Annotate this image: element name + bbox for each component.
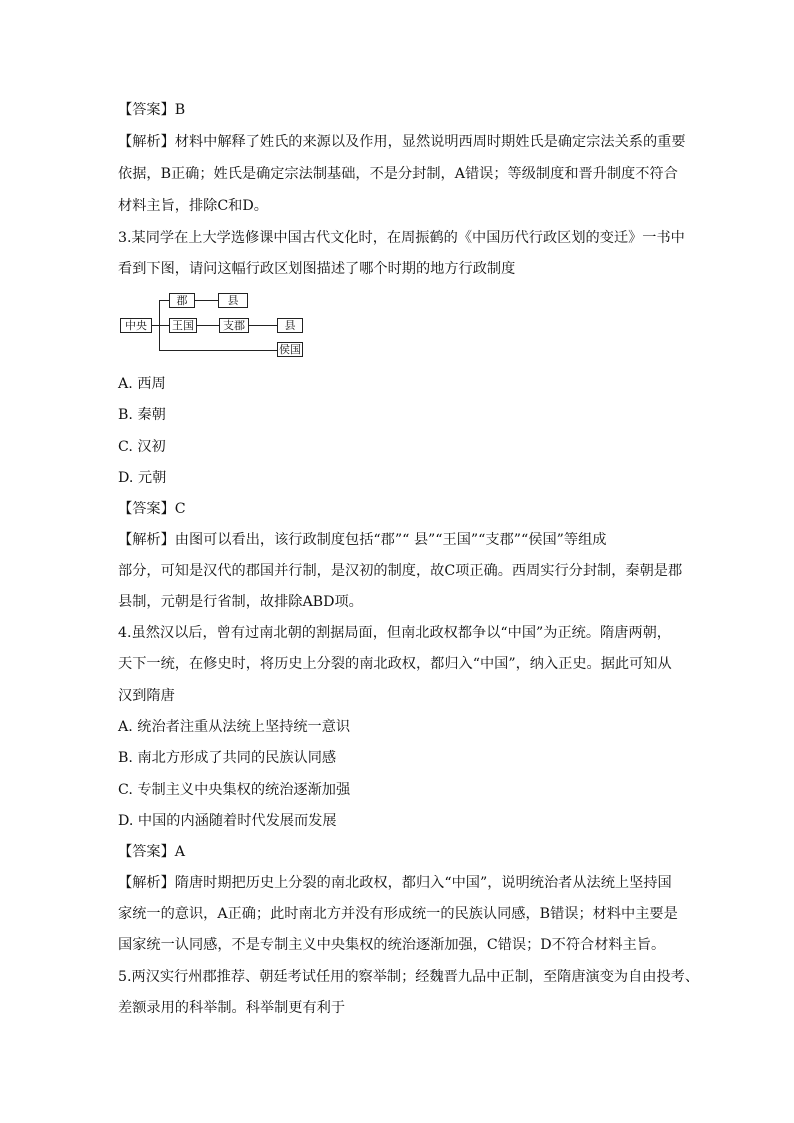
diagram-box-central: 中央 [120, 318, 152, 333]
option-a: A. 西周 [118, 376, 166, 392]
analysis-text: 县制，元朝是行省制，故排除ABD项。 [118, 594, 363, 610]
analysis-text: 【解析】隋唐时期把历史上分裂的南北政权，都归入“中国”，说明统治者从法统上坚持国 [118, 875, 672, 891]
diagram-box-xian-top: 县 [218, 293, 248, 308]
question-text: 5.两汉实行州郡推荐、朝廷考试任用的察举制；经魏晋九品中正制，至隋唐演变为自由投考、 [118, 969, 700, 985]
diagram-connector [196, 325, 219, 326]
diagram-connector [159, 350, 277, 351]
administrative-diagram [118, 290, 318, 360]
analysis-text: 【解析】材料中解释了姓氏的来源以及作用，显然说明西周时期姓氏是确定宗法关系的重要 [118, 134, 686, 150]
answer-label: 【答案】A [118, 844, 185, 860]
analysis-text: 依据，B正确；姓氏是确定宗法制基础，不是分封制，A错误；等级制度和晋升制度不符合 [118, 166, 678, 182]
option-c: C. 专制主义中央集权的统治逐渐加强 [118, 782, 351, 798]
diagram-box-zhijun: 支郡 [219, 318, 249, 333]
analysis-text: 【解析】由图可以看出，该行政制度包括“郡”“ 县”“王国”“支郡”“侯国”等组成 [118, 532, 607, 548]
option-d: D. 中国的内涵随着时代发展而发展 [118, 813, 337, 829]
question-text: 看到下图，请问这幅行政区划图描述了哪个时期的地方行政制度 [118, 261, 516, 277]
analysis-text: 家统一的意识，A正确；此时南北方并没有形成统一的民族认同感，B错误；材料中主要是 [118, 906, 678, 922]
diagram-connector [194, 300, 218, 301]
option-b: B. 秦朝 [118, 407, 166, 423]
analysis-text: 部分，可知是汉代的郡国并行制，是汉初的制度，故C项正确。西周实行分封制，秦朝是郡 [118, 563, 683, 579]
option-d: D. 元朝 [118, 470, 167, 486]
diagram-box-wangguo: 王国 [169, 318, 197, 333]
question-text: 差额录用的科举制。科举制更有利于 [118, 1000, 346, 1016]
question-text: 4.虽然汉以后，曾有过南北朝的割据局面，但南北政权都争以“中国”为正统。隋唐两朝， [118, 625, 671, 641]
option-a: A. 统治者注重从法统上坚持统一意识 [118, 719, 351, 735]
question-text: 汉到隋唐 [118, 688, 175, 704]
question-text: 3.某同学在上大学选修课中国古代文化时，在周振鹤的《中国历代行政区划的变迁》一书中 [118, 230, 685, 246]
diagram-connector [151, 325, 159, 326]
diagram-box-jun: 郡 [169, 293, 195, 308]
answer-label: 【答案】B [118, 102, 186, 118]
question-text: 天下一统，在修史时，将历史上分裂的南北政权，都归入“中国”，纳入正史。据此可知从 [118, 656, 672, 672]
diagram-box-xian-bottom: 县 [277, 318, 303, 333]
analysis-text: 材料主旨，排除C和D。 [118, 198, 268, 214]
diagram-connector [248, 325, 277, 326]
analysis-text: 国家统一认同感，不是专制主义中央集权的统治逐渐加强，C错误；D不符合材料主旨。 [118, 937, 666, 953]
diagram-connector [159, 300, 169, 301]
answer-label: 【答案】C [118, 501, 186, 517]
diagram-box-houguo: 侯国 [279, 343, 301, 356]
diagram-connector [159, 325, 169, 326]
option-b: B. 南北方形成了共同的民族认同感 [118, 750, 337, 766]
option-c: C. 汉初 [118, 439, 166, 455]
